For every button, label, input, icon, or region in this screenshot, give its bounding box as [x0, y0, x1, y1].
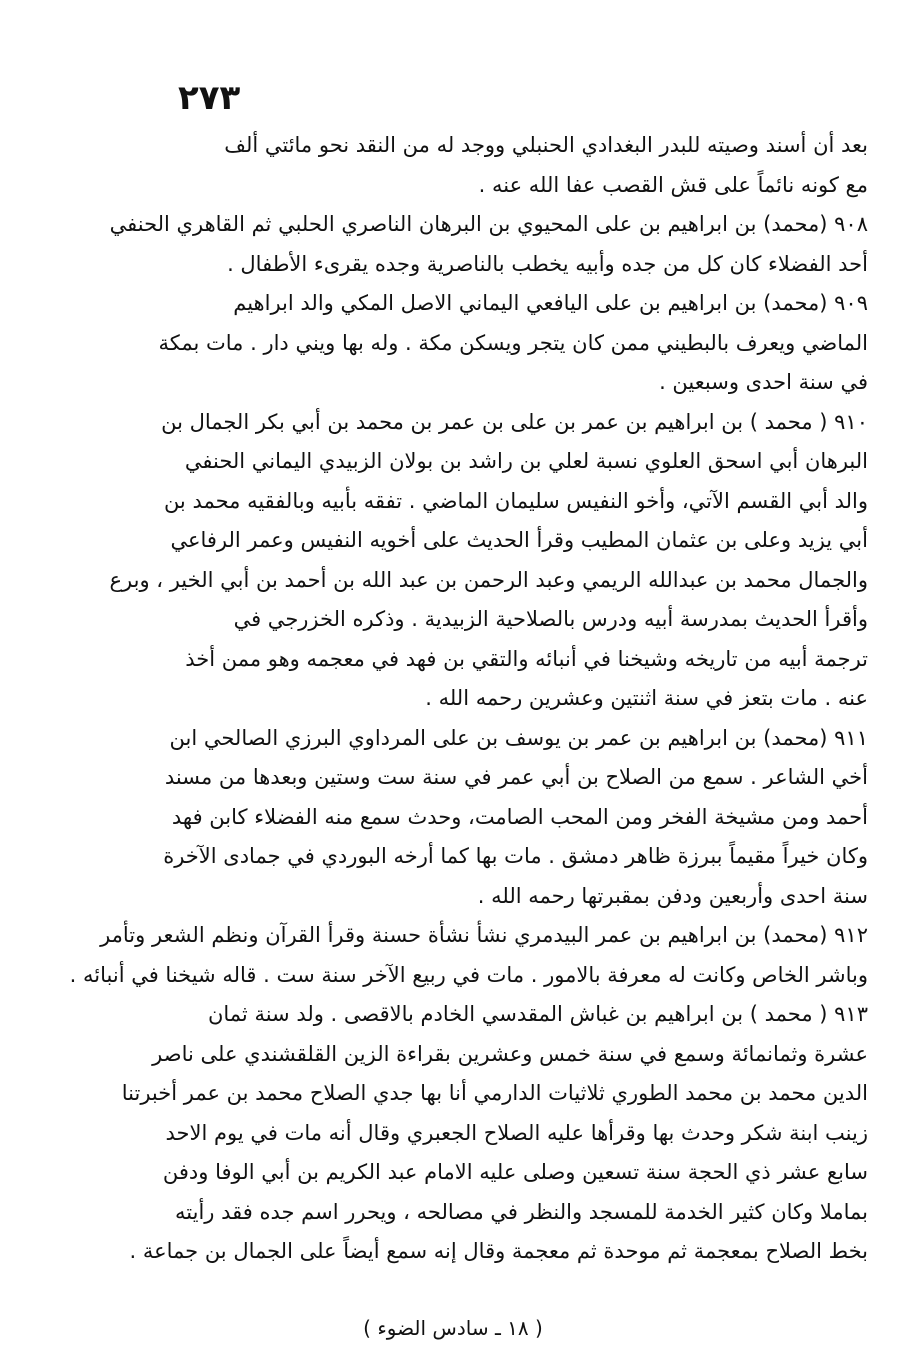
body-text — [69, 126, 868, 1272]
text-line: البرهان أبي اسحق العلوي نسبة لعلي بن راشد بن بولان الزبيدي اليماني الحنفي — [184, 449, 868, 473]
text-line: بخط الصلاح بمعجمة ثم موحدة ثم معجمة وقال إنه سمع أيضاً على الجمال بن جماعة . — [129, 1239, 868, 1263]
text-line: عشرة وثمانمائة وسمع في سنة خمس وعشرين بقراءة الزين القلقشندي على ناصر — [152, 1041, 868, 1066]
text-line: سابع عشر ذي الحجة سنة تسعين وصلى عليه الامام عبد الكريم بن أبي الوفا ودفن — [162, 1160, 868, 1184]
text-line: ترجمة أبيه من تاريخه وشيخنا في أنبائه والتقي بن فهد في معجمه وهو ممن أخذ — [185, 646, 868, 671]
text-line: ٩٠٨ (محمد) بن ابراهيم بن على المحيوي بن البرهان الناصري الحلبي ثم القاهري الحنفي — [109, 212, 868, 236]
text-line: عنه . مات بتعز في سنة اثنتين وعشرين رحمه الله . — [425, 686, 868, 710]
text-line: بعد أن أسند وصيته للبدر البغدادي الحنبلي ووجد له من النقد نحو مائتي ألف — [224, 133, 868, 157]
text-line: وباشر الخاص وكانت له معرفة بالامور . مات في ربيع الآخر سنة ست . قاله شيخنا في أنبائه . — [69, 962, 868, 987]
text-line: الماضي ويعرف بالبطيني ممن كان يتجر ويسكن مكة . وله بها ويني دار . مات بمكة — [158, 330, 868, 355]
text-line: زينب ابنة شكر وحدث بها وقرأها عليه الصلاح الجعبري وقال أنه مات في يوم الاحد — [165, 1120, 868, 1145]
text-line: ٩٠٩ (محمد) بن ابراهيم بن على اليافعي اليماني الاصل المكي والد ابراهيم — [233, 291, 868, 315]
text-line: الدين محمد بن محمد الطوري ثلاثيات الدارمي أنا بها جدي الصلاح محمد بن عمر أخبرتنا — [121, 1081, 868, 1105]
text-line: سنة احدى وأربعين ودفن بمقبرتها رحمه الله . — [477, 883, 868, 908]
signature-mark: ( ١٨ ـ سادس الضوء ) — [363, 1316, 543, 1340]
text-line: مع كونه نائماً على قش القصب عفا الله عنه . — [478, 172, 868, 197]
text-line: في سنة احدى وسبعين . — [659, 370, 868, 394]
text-line: والجمال محمد بن عبدالله الريمي وعبد الرحمن بن عبد الله بن أحمد بن أبي الخير ، وبرع — [109, 567, 868, 592]
text-line: أحمد ومن مشيخة الفخر ومن المحب الصامت، وحدث سمع منه الفضلاء كابن فهد — [171, 804, 868, 829]
page-number: ٢٧٣ — [178, 78, 241, 118]
text-line: ٩١١ (محمد) بن ابراهيم بن عمر بن يوسف بن على المرداوي البرزي الصالحي ابن — [169, 725, 868, 750]
text-line: بماملا وكان كثير الخدمة للمسجد والنظر في مصالحه ، ويحرر اسم جده فقد رأيته — [175, 1199, 868, 1224]
text-line: أحد الفضلاء كان كل من جده وأبيه يخطب بالناصرية وجده يقرىء الأطفال . — [227, 251, 868, 276]
text-line: وأقرأ الحديث بمدرسة أبيه ودرس بالصلاحية الزبيدية . وذكره الخزرجي في — [233, 607, 868, 631]
text-line: أخي الشاعر . سمع من الصلاح بن أبي عمر في سنة ست وستين وبعدها من مسند — [164, 765, 868, 789]
text-line: ٩١٢ (محمد) بن ابراهيم بن عمر البيدمري نشأ نشأة حسنة وقرأ القرآن ونظم الشعر وتأمر — [100, 923, 868, 947]
text-line: ٩١٣ ( محمد ) بن ابراهيم بن غباش المقدسي الخادم بالاقصى . ولد سنة ثمان — [207, 1002, 868, 1026]
text-line: أبي يزيد وعلى بن عثمان المطيب وقرأ الحديث على أخويه النفيس وعمر الرفاعي — [170, 528, 868, 552]
text-line: ٩١٠ ( محمد ) بن ابراهيم بن عمر بن على بن عمر بن محمد بن أبي بكر الجمال بن — [161, 409, 868, 434]
text-line: وكان خيراً مقيماً ببرزة ظاهر دمشق . مات بها كما أرخه البوردي في جمادى الآخرة — [163, 844, 868, 868]
text-line: والد أبي القسم الآتي، وأخو النفيس سليمان الماضي . تفقه بأبيه وبالفقيه محمد بن — [163, 488, 868, 513]
